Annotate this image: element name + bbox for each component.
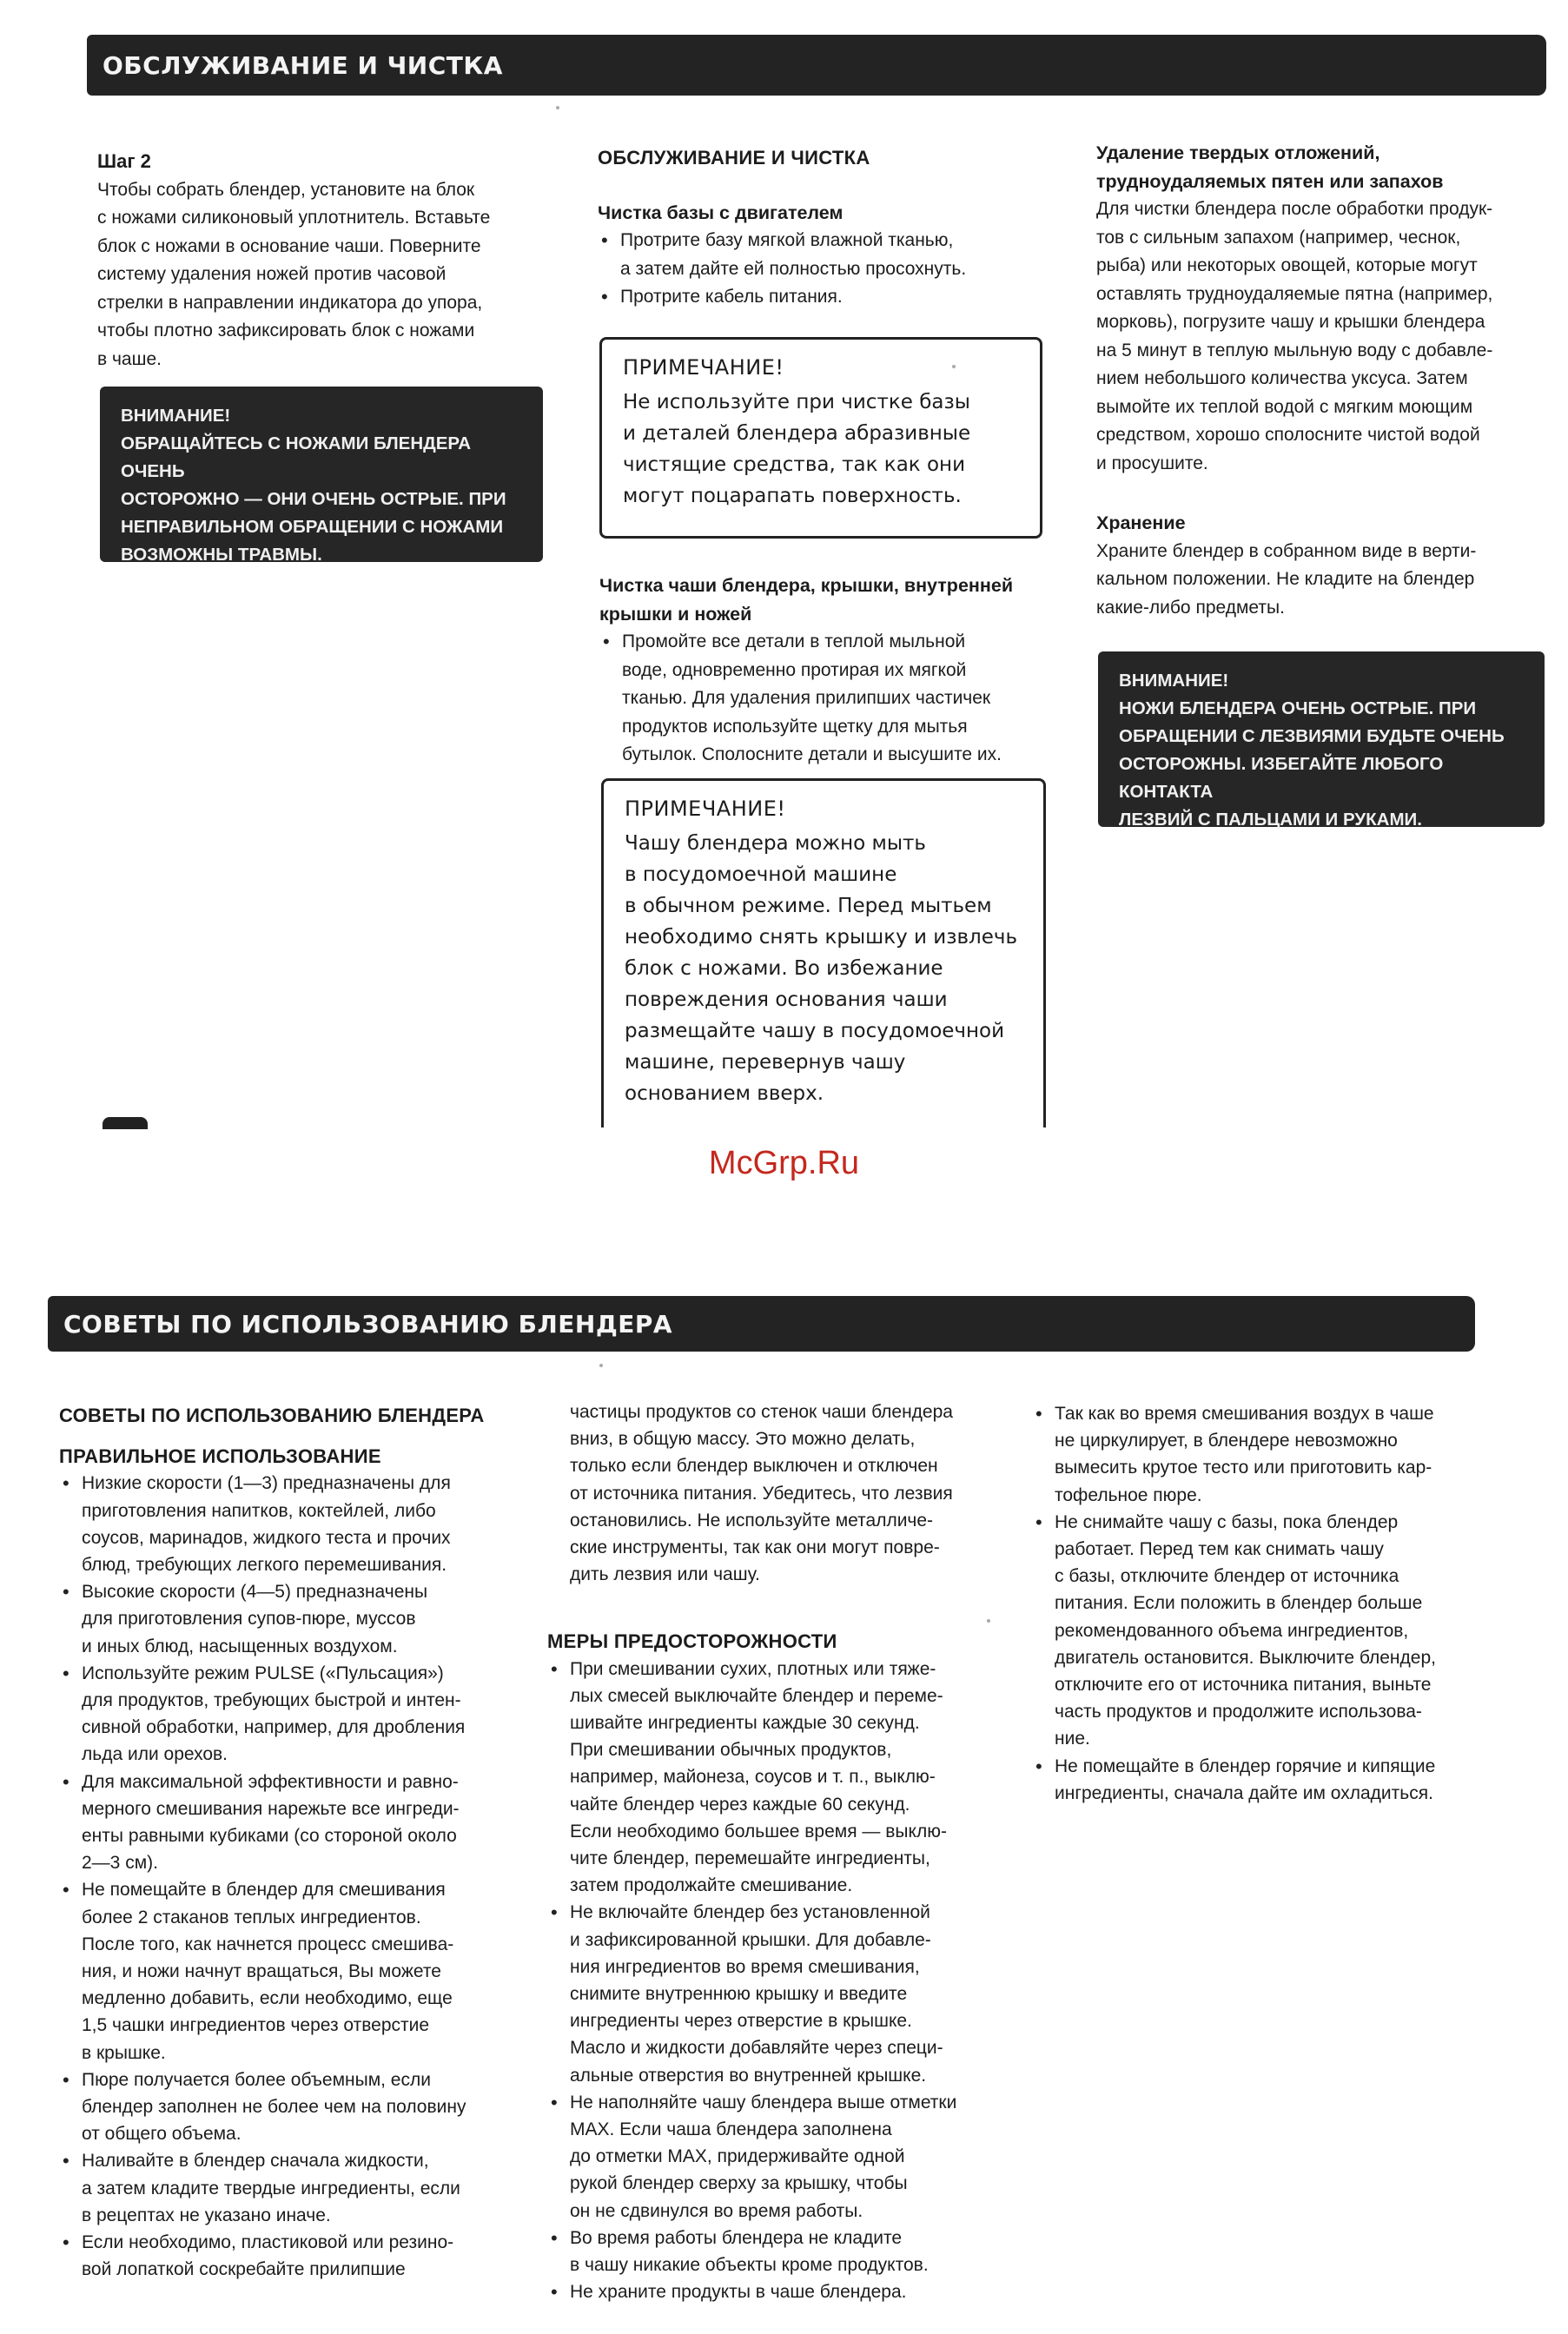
list-line: льда или орехов. (82, 1744, 228, 1765)
list-line: с базы, отключите блендер от источника (1055, 1566, 1399, 1587)
page2-banner (48, 1296, 1475, 1352)
list-line: часть продуктов и продолжите использова- (1055, 1702, 1422, 1722)
proper-use-title: ПРАВИЛЬНОЕ ИСПОЛЬЗОВАНИЕ (59, 1445, 381, 1468)
list-item (59, 1470, 511, 1578)
list-line: Масло и жидкости добавляйте через специ- (570, 2038, 943, 2059)
list-line: рукой блендер сверху за крышку, чтобы (570, 2173, 908, 2194)
list-line: ния, и ножи начнут вращаться, Вы можете (82, 1961, 441, 1982)
list-line: он не сдвинулся во время работы. (570, 2200, 863, 2221)
warning-title: ВНИМАНИЕ! (1119, 671, 1229, 691)
list-line: • Протрите кабель питания. (620, 287, 843, 307)
note-title: ПРИМЕЧАНИЕ! (623, 355, 784, 380)
list-line: медленно добавить, если необходимо, еще (82, 1988, 453, 2009)
page2-col3 (1032, 1400, 1501, 1807)
list-item (598, 283, 1067, 312)
warning-line: НОЖИ БЛЕНДЕРА ОЧЕНЬ ОСТРЫЕ. ПРИ (1119, 698, 1477, 718)
list-line: рекомендованного объема ингредиентов, (1055, 1620, 1409, 1641)
storage-text (1096, 538, 1548, 623)
note-line: могут поцарапать поверхность. (623, 485, 962, 507)
text-line: частицы продуктов со стенок чаши блендера (570, 1402, 953, 1422)
tips-continued-list (1032, 1400, 1501, 1807)
list-line: снимите внутреннюю крышку и введите (570, 1984, 908, 2005)
note-text (625, 828, 1022, 1109)
step-line: в чаше. (97, 348, 162, 369)
stain-removal-text (1096, 195, 1548, 478)
list-line: • Так как во время смешивания воздух в чаше (1055, 1404, 1434, 1424)
list-line: в крышке. (82, 2042, 166, 2063)
note-line: блок с ножами. Во избежание (625, 957, 943, 980)
text-line: нием небольшого количества уксуса. Затем (1096, 368, 1468, 388)
warning-line: ВОЗМОЖНЫ ТРАВМЫ. (121, 545, 322, 565)
step-line: блок с ножами в основание чаши. Поверните (97, 235, 481, 256)
note-line: повреждения основания чаши (625, 988, 948, 1011)
list-line: чите блендер, перемешайте ингредиенты, (570, 1848, 930, 1869)
list-line: енты равными кубиками (со стороной около (82, 1826, 457, 1847)
note-line: в обычном режиме. Перед мытьем (625, 895, 992, 917)
page1-col2-bowl (599, 572, 1068, 770)
scan-speck (599, 1364, 603, 1367)
list-line: • Высокие скорости (4—5) предназначены (82, 1582, 428, 1603)
list-line: чайте блендер через каждые 60 секунд. (570, 1794, 910, 1815)
list-item (59, 1876, 511, 2066)
step-line: стрелки в направлении индикатора до упора, (97, 292, 483, 313)
list-line: продуктов используйте щетку для мытья (622, 716, 968, 737)
list-line: лых смесей выключайте блендер и переме- (570, 1685, 943, 1706)
title-line: трудноудаляемых пятен или запахов (1096, 170, 1444, 192)
list-item (1032, 1509, 1501, 1753)
list-line: • Не храните продукты в чаше блендера. (570, 2282, 907, 2303)
note-text (623, 387, 1019, 512)
note-line: необходимо снять крышку и извлечь (625, 926, 1017, 949)
list-item (547, 2225, 999, 2278)
text-line: от источника питания. Убедитесь, что лезвия (570, 1483, 953, 1504)
list-line: вой лопаткой соскребайте прилипшие (82, 2259, 406, 2280)
warning-line: ОБРАЩЕНИИ С ЛЕЗВИЯМИ БУДЬТЕ ОЧЕНЬ (1119, 726, 1505, 746)
list-line: При смешивании обычных продуктов, (570, 1740, 892, 1761)
list-line: до отметки MAX, придерживайте одной (570, 2146, 905, 2167)
list-line: сивной обработки, например, для дробления (82, 1717, 466, 1738)
continued-text (547, 1398, 999, 1588)
text-line: морковь), погрузите чашу и крышки блендера (1096, 312, 1485, 332)
list-line: MAX. Если чаша блендера заполнена (570, 2119, 892, 2140)
list-line: блюд, требующих легкого перемешивания. (82, 1555, 447, 1576)
list-line: приготовления напитков, коктейлей, либо (82, 1500, 436, 1521)
list-line: ингредиенты через отверстие в крышке. (570, 2011, 912, 2032)
note-line: Не используйте при чистке базы (623, 391, 970, 413)
base-cleaning-title: Чистка базы с двигателем (598, 202, 844, 223)
step-line: с ножами силиконовый уплотнитель. Вставьте (97, 208, 491, 228)
warning-line: ЛЕЗВИЙ С ПАЛЬЦАМИ И РУКАМИ. (1119, 810, 1422, 830)
list-line: бутылок. Сполосните детали и высушите их. (622, 744, 1002, 764)
list-line: и иных блюд, насыщенных воздухом. (82, 1636, 398, 1656)
title-line: Чистка чаши блендера, крышки, внутренней (599, 575, 1014, 596)
warning-line: ОСТОРОЖНО — ОНИ ОЧЕНЬ ОСТРЫЕ. ПРИ (121, 489, 506, 509)
list-line: • Наливайте в блендер сначала жидкости, (82, 2151, 429, 2172)
list-line: более 2 стаканов теплых ингредиентов. (82, 1907, 421, 1927)
storage-title: Хранение (1096, 512, 1186, 533)
list-line: После того, как начнется процесс смешива- (82, 1934, 454, 1954)
text-line: какие-либо предметы. (1096, 597, 1285, 618)
list-line: а затем дайте ей полностью просохнуть. (620, 258, 967, 279)
text-line: остановились. Не используйте металличе- (570, 1510, 934, 1531)
note-line: в посудомоечной машине (625, 863, 897, 886)
list-line: ингредиенты, сначала дайте им охладиться. (1055, 1782, 1433, 1803)
title-line: крышки и ножей (599, 603, 752, 625)
list-line: не циркулирует, в блендере невозможно (1055, 1431, 1398, 1451)
warning-line: НЕПРАВИЛЬНОМ ОБРАЩЕНИИ С НОЖАМИ (121, 517, 504, 537)
list-line: • Пюре получается более объемным, если (82, 2069, 431, 2090)
list-item (547, 1899, 999, 2088)
list-line: для продуктов, требующих быстрой и интен- (82, 1690, 461, 1711)
list-line: в чашу никакие объекты кроме продуктов. (570, 2255, 929, 2276)
text-line: Для чистки блендера после обработки продук- (1096, 199, 1493, 219)
note-line: основанием вверх. (625, 1082, 824, 1105)
list-line: тканью. Для удаления прилипших частичек (622, 688, 991, 708)
list-line: • Если необходимо, пластиковой или резино- (82, 2232, 454, 2253)
text-line: и просушите. (1096, 453, 1208, 473)
step-text (97, 176, 549, 374)
text-line: средством, хорошо сполосните чистой водой (1096, 425, 1480, 445)
text-line: на 5 минут в теплую мыльную воду с добавле- (1096, 340, 1493, 360)
page2-col1 (59, 1402, 511, 2284)
list-line: • Промойте все детали в теплой мыльной (622, 631, 966, 651)
proper-use-list (59, 1470, 511, 2283)
list-line: затем продолжайте смешивание. (570, 1875, 853, 1896)
scan-speck (952, 365, 956, 368)
list-item (59, 1769, 511, 1877)
step-line: чтобы плотно зафиксировать блок с ножами (97, 321, 475, 341)
scan-speck (987, 1619, 990, 1623)
list-line: 1,5 чашки ингредиентов через отверстие (82, 2015, 430, 2036)
page2-col2 (547, 1398, 999, 2306)
list-line: • При смешивании сухих, плотных или тяже- (570, 1658, 936, 1679)
list-item (547, 2278, 999, 2305)
list-line: • Не снимайте чашу с базы, пока блендер (1055, 1511, 1399, 1532)
text-line: оставлять трудноудаляемые пятна (например, (1096, 283, 1493, 304)
scan-speck (556, 106, 559, 109)
base-cleaning-list (598, 227, 1067, 312)
bowl-cleaning-list (599, 628, 1068, 770)
note-line: размещайте чашу в посудомоечной (625, 1020, 1005, 1042)
text-line: дить лезвия или чашу. (570, 1564, 760, 1585)
list-item (59, 1578, 511, 1660)
list-line: питания. Если положить в блендер больше (1055, 1593, 1423, 1614)
text-line: вымойте их теплой водой с мягким моющим (1096, 396, 1473, 417)
list-item (1032, 1400, 1501, 1509)
step-line: Чтобы собрать блендер, установите на блок (97, 179, 475, 200)
note-line: Чашу блендера можно мыть (625, 832, 926, 855)
list-line: например, майонеза, соусов и т. п., выклю- (570, 1767, 936, 1788)
list-line: Если необходимо большее время — выклю- (570, 1821, 947, 1841)
warning-title: ВНИМАНИЕ! (121, 406, 231, 426)
list-line: соусов, маринадов, жидкого теста и прочих (82, 1527, 451, 1548)
list-item (59, 2147, 511, 2229)
list-line: в рецептах не указано иначе. (82, 2205, 331, 2225)
note-line: чистящие средства, так как они (623, 453, 966, 476)
list-line: шивайте ингредиенты каждые 30 секунд. (570, 1713, 920, 1734)
tips-section-title: СОВЕТЫ ПО ИСПОЛЬЗОВАНИЮ БЛЕНДЕРА (59, 1405, 485, 1426)
note-title: ПРИМЕЧАНИЕ! (625, 797, 786, 821)
list-line: для приготовления супов-пюре, муссов (82, 1609, 416, 1630)
page2-banner-title: СОВЕТЫ ПО ИСПОЛЬЗОВАНИЮ БЛЕНДЕРА (63, 1309, 673, 1339)
page1-col3 (1096, 139, 1548, 622)
list-item (599, 628, 1068, 770)
note-line: машине, перевернув чашу (625, 1051, 906, 1074)
list-line: • Используйте режим PULSE («Пульсация») (82, 1663, 444, 1683)
list-item (547, 1656, 999, 1900)
precautions-list (547, 1656, 999, 2306)
section-title: ОБСЛУЖИВАНИЕ И ЧИСТКА (598, 147, 870, 169)
page1-warning-box-right (1098, 651, 1545, 830)
list-line: альные отверстия во внутренней крышке. (570, 2065, 927, 2086)
list-line: • Протрите базу мягкой влажной тканью, (620, 230, 954, 250)
list-line: 2—3 см). (82, 1853, 158, 1874)
text-line: Храните блендер в собранном виде в верти- (1096, 540, 1477, 561)
step-title: Шаг 2 (97, 150, 151, 172)
list-line: вымесить крутое тесто или приготовить кар- (1055, 1458, 1432, 1478)
text-line: только если блендер выключен и отключен (570, 1456, 938, 1477)
list-item (59, 2066, 511, 2148)
list-line: а затем кладите твердые ингредиенты, если (82, 2178, 460, 2198)
page1-col1 (97, 148, 549, 374)
watermark-text: McGrp.Ru (708, 1145, 860, 1181)
warning-line: ОБРАЩАЙТЕСЬ С НОЖАМИ БЛЕНДЕРА ОЧЕНЬ (121, 433, 472, 481)
stain-removal-title (1096, 139, 1548, 195)
page1-banner (87, 35, 1546, 96)
page1-banner-title: ОБСЛУЖИВАНИЕ И ЧИСТКА (103, 50, 503, 80)
page1-warning-box-left (100, 387, 543, 565)
list-line: ние. (1055, 1729, 1090, 1749)
note-box-bowl (601, 778, 1046, 1127)
list-line: • Не наполняйте чашу блендера выше отметки (570, 2092, 957, 2113)
step-line: систему удаления ножей против часовой (97, 264, 447, 284)
list-line: мерного смешивания нарежьте все ингреди- (82, 1798, 460, 1819)
precautions-title: МЕРЫ ПРЕДОСТОРОЖНОСТИ (547, 1630, 837, 1653)
list-item (598, 227, 1067, 283)
text-line: кальном положении. Не кладите на блендер (1096, 569, 1475, 589)
page-corner-mark (103, 1117, 148, 1129)
list-line: воде, одновременно протирая их мягкой (622, 659, 967, 680)
bowl-cleaning-title (599, 572, 1068, 628)
list-line: работает. Перед тем как снимать чашу (1055, 1539, 1384, 1560)
list-line: • Во время работы блендера не кладите (570, 2227, 903, 2248)
list-line: от общего объема. (82, 2124, 241, 2145)
list-line: • Низкие скорости (1—3) предназначены для (82, 1473, 451, 1494)
text-line: рыба) или некоторых овощей, которые могут (1096, 255, 1478, 275)
list-item (59, 2229, 511, 2283)
list-item (547, 2089, 999, 2225)
list-line: ния ингредиентов во время смешивания, (570, 1956, 920, 1977)
text-line: ские инструменты, так как они могут повре- (570, 1537, 940, 1558)
title-line: Удаление твердых отложений, (1096, 142, 1380, 163)
note-box-base (599, 337, 1042, 539)
list-line: • Для максимальной эффективности и равно- (82, 1771, 459, 1792)
list-line: отключите его от источника питания, выньте (1055, 1675, 1432, 1696)
warning-line: ОСТОРОЖНЫ. ИЗБЕГАЙТЕ ЛЮБОГО КОНТАКТА (1119, 754, 1444, 802)
list-item (59, 1660, 511, 1769)
list-line: и зафиксированной крышки. Для добавле- (570, 1929, 931, 1950)
list-line: блендер заполнен не более чем на половину (82, 2097, 466, 2118)
list-line: • Не помещайте в блендер для смешивания (82, 1880, 446, 1901)
list-item (1032, 1753, 1501, 1807)
list-line: • Не помещайте в блендер горячие и кипящие (1055, 1755, 1436, 1776)
list-line: двигатель остановится. Выключите блендер, (1055, 1647, 1436, 1668)
page1-col2 (598, 144, 1067, 312)
text-line: вниз, в общую массу. Это можно делать, (570, 1429, 916, 1450)
list-line: • Не включайте блендер без установленной (570, 1902, 930, 1923)
text-line: тов с сильным запахом (например, чеснок, (1096, 227, 1461, 248)
note-line: и деталей блендера абразивные (623, 422, 971, 445)
list-line: тофельное пюре. (1055, 1484, 1202, 1505)
